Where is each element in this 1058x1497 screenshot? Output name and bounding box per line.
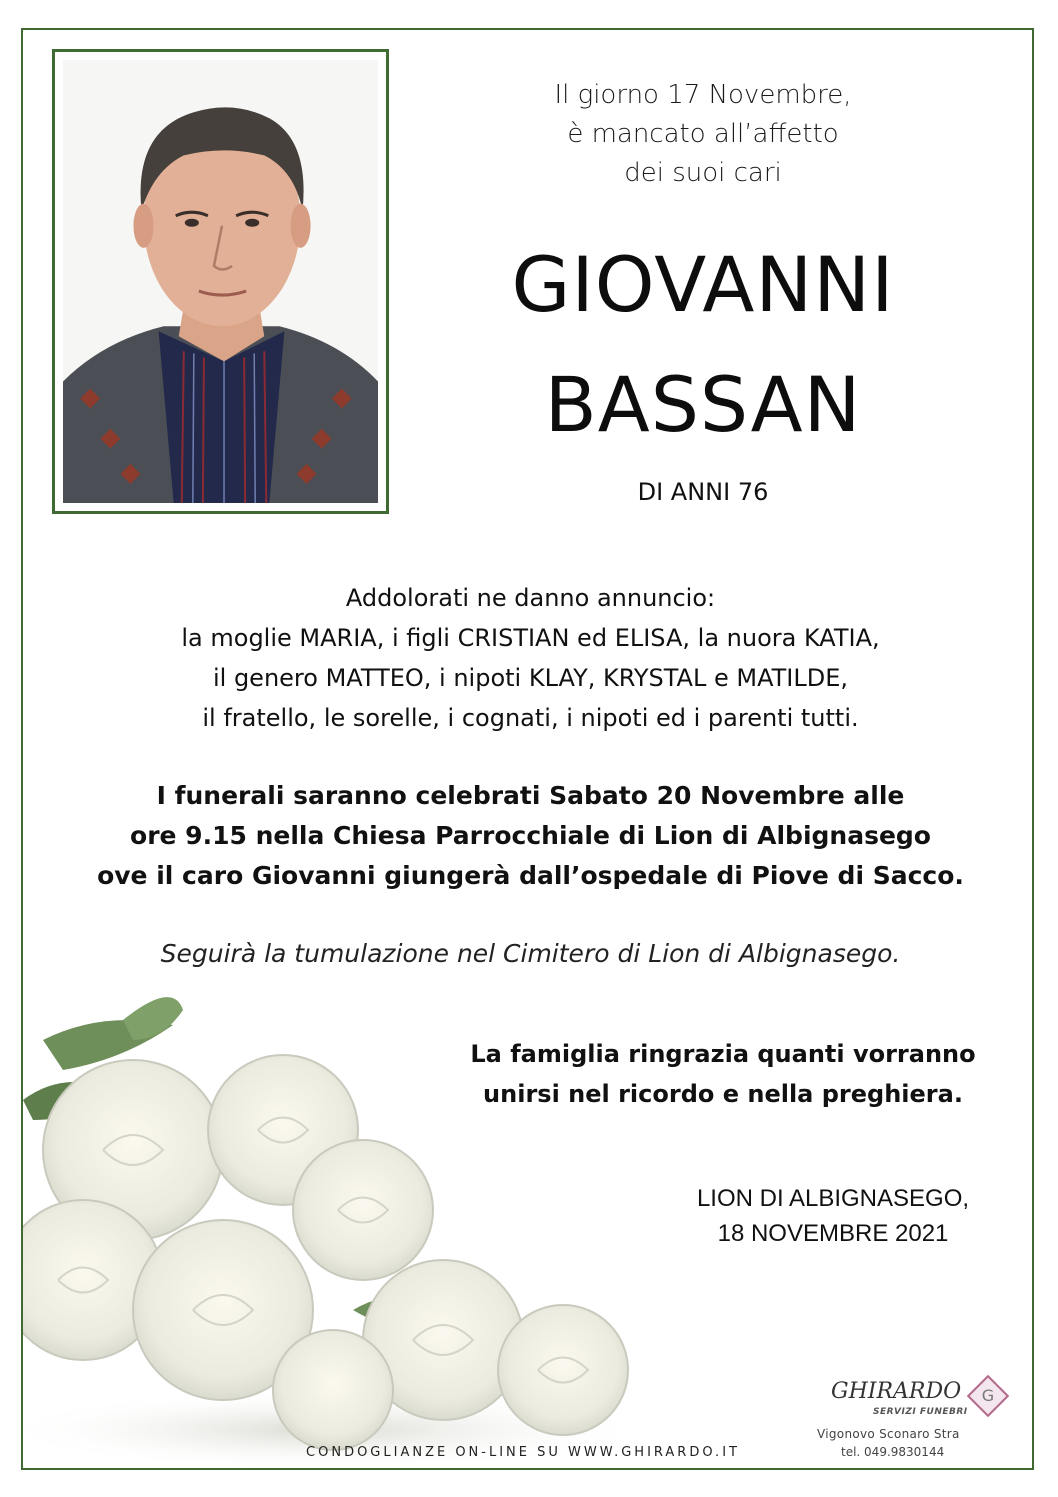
logo-subtitle: SERVIZI FUNEBRI <box>873 1407 968 1417</box>
age-label: DI ANNI 76 <box>637 478 769 506</box>
intro-line: è mancato all’affetto <box>567 119 839 149</box>
announcement-line: Addolorati ne danno annuncio: <box>345 584 716 612</box>
funeral-line: ore 9.15 nella Chiesa Parrocchiale di Lion di Albignasego <box>130 821 931 850</box>
last-name: BASSAN <box>544 360 862 449</box>
burial-note: Seguirà la tumulazione nel Cimitero di Lion di Albignasego. <box>160 939 901 968</box>
announcement-line: la moglie MARIA, i figli CRISTIAN ed ELISA, la nuora KATIA, <box>181 624 880 652</box>
funeral-line: I funerali saranno celebrati Sabato 20 Novembre alle <box>156 781 905 810</box>
announcement-line: il fratello, le sorelle, i cognati, i nipoti ed i parenti tutti. <box>202 704 859 732</box>
logo-towns: Vigonovo Sconaro Stra <box>817 1427 960 1441</box>
place-and-date <box>663 1181 1003 1251</box>
logo-mark-icon <box>967 1375 1009 1417</box>
intro-text <box>493 76 913 193</box>
announcement <box>83 578 978 738</box>
intro-line: dei suoi cari <box>624 158 782 188</box>
date-line: 18 NOVEMBRE 2021 <box>717 1220 949 1247</box>
thanks-line: unirsi nel ricordo e nella preghiera. <box>483 1080 963 1108</box>
funeral-details <box>63 776 998 896</box>
thanks-message <box>453 1034 993 1114</box>
portrait-photo <box>52 49 389 514</box>
place-line: LION DI ALBIGNASEGO, <box>696 1185 970 1212</box>
portrait-image <box>63 60 378 503</box>
notice-frame <box>21 28 1034 1470</box>
funeral-home-logo <box>813 1375 1028 1470</box>
logo-phone: tel. 049.9830144 <box>841 1445 945 1459</box>
first-name: GIOVANNI <box>511 240 895 329</box>
announcement-line: il genero MATTEO, i nipoti KLAY, KRYSTAL e MATILDE, <box>212 664 849 692</box>
logo-name: GHIRARDO <box>831 1379 962 1404</box>
intro-line: Il giorno 17 Novembre, <box>554 80 852 110</box>
funeral-line: ove il caro Giovanni giungerà dall’ospedale di Piove di Sacco. <box>97 861 964 890</box>
thanks-line: La famiglia ringrazia quanti vorranno <box>470 1040 976 1068</box>
online-condolences-footer: CONDOGLIANZE ON-LINE SU WWW.GHIRARDO.IT <box>306 1445 740 1460</box>
logo-letter: G <box>981 1386 995 1405</box>
